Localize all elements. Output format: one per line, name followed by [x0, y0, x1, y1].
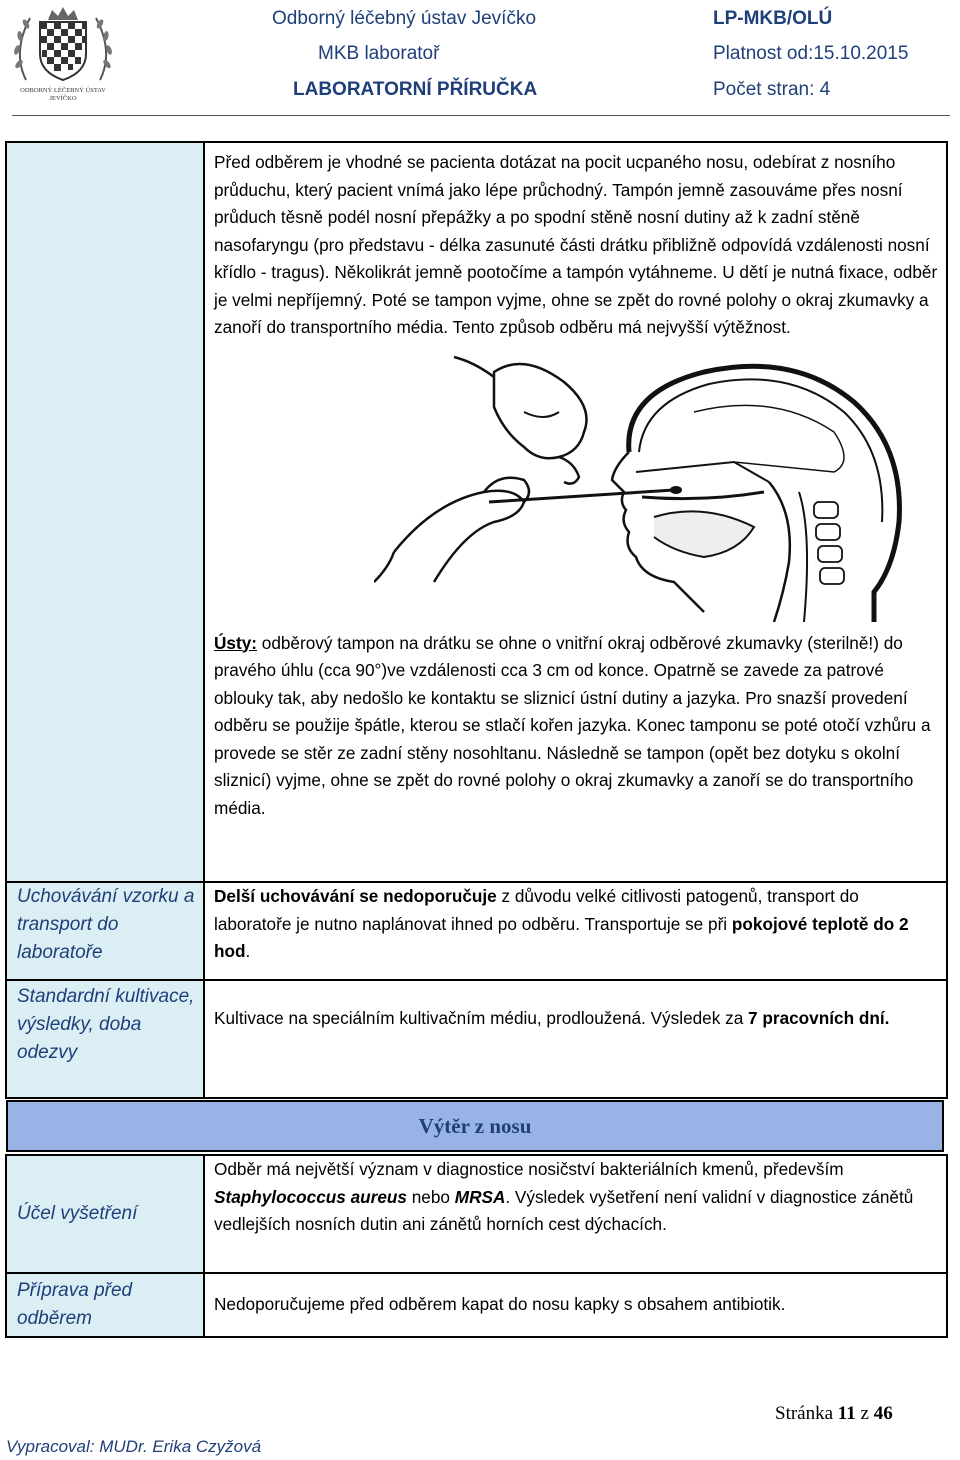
page-count: Počet stran: 4 — [713, 79, 831, 100]
nasopharyngeal-swab-illustration — [374, 352, 934, 622]
nasal-swab-table — [5, 1154, 948, 1338]
oral-collection-paragraph — [214, 630, 938, 823]
institute-logo — [4, 2, 122, 102]
culture-label: Standardní kultivace, výsledky, doba odezvy — [6, 980, 204, 1098]
section-title-nasal-swab: Výtěr z nosu — [6, 1100, 944, 1152]
svg-text:JEVÍČKO: JEVÍČKO — [49, 95, 77, 102]
oral-method-label: Ústy: — [214, 632, 257, 653]
culture-text: Kultivace na speciálním kultivačním médiu, prodloužená. Výsledek za 7 pracovních dní. — [204, 980, 947, 1098]
organization-name: Odborný léčebný ústav Jevíčko — [272, 8, 537, 29]
purpose-row — [6, 1155, 947, 1273]
purpose-text: Odběr má největší význam v diagnostice nosičství bakteriálních kmenů, především Staphylococcus aureus nebo MRSA. Výsledek vyšetření není validní v diagnostice zánětů vedlejších nosních dutin ani zánětů horních cest dýchacích. — [204, 1155, 947, 1273]
preparation-label: Příprava před odběrem — [6, 1273, 204, 1337]
oral-method-text: odběrový tampon na drátku se ohne o vnitřní okraj odběrové zkumavky (sterilně!) do pravého úhlu (cca 90°)ve vzdálenosti cca 3 cm od konce. Opatrně se zavede za patrové oblouky tak, aby nedošlo ke kontaktu se sliznicí ústní dutiny a jazyka. Pro snazší provedení odběru se použije špátle, kterou se stlačí kořen jazyka. Konec tamponu se poté otočí vzhůru a provede se stěr ze zadní stěny nosohltanu. Následně se tampon (opět bez dotyku s okolní sliznicí) vyjme, ohne se zpět do rovné polohy o okraj zkumavky a zanoří se do transportního média. — [214, 632, 931, 818]
storage-row — [6, 882, 947, 980]
svg-text:ODBORNÝ LÉČEBNÝ ÚSTAV: ODBORNÝ LÉČEBNÝ ÚSTAV — [20, 87, 106, 94]
header-divider — [12, 115, 950, 116]
manual-title: LABORATORNÍ PŘÍRUČKA — [293, 79, 538, 100]
culture-row — [6, 980, 947, 1098]
procedure-table — [5, 141, 948, 1099]
preparation-row — [6, 1273, 947, 1337]
purpose-label: Účel vyšetření — [6, 1155, 204, 1273]
page-number: Stránka 11 z 46 — [775, 1403, 893, 1424]
validity-date: Platnost od:15.10.2015 — [713, 43, 909, 64]
laboratory-name: MKB laboratoř — [318, 43, 440, 64]
storage-label: Uchovávání vzorku a transport do laboratoře — [6, 882, 204, 980]
storage-text: Delší uchovávání se nedoporučuje z důvodu velké citlivosti patogenů, transport do laboratoře je nutno naplánovat ihned po odběru. Transportuje se při pokojové teplotě do 2 hod. — [204, 882, 947, 980]
collection-method-label-cell — [6, 142, 204, 882]
document-code: LP-MKB/OLÚ — [713, 8, 833, 29]
author-credit: Vypracoval: MUDr. Erika Czyžová — [6, 1437, 262, 1456]
preparation-text: Nedoporučujeme před odběrem kapat do nosu kapky s obsahem antibiotik. — [204, 1273, 947, 1337]
nasal-collection-paragraph: Před odběrem je vhodné se pacienta dotázat na pocit ucpaného nosu, odebírat z nosního průduchu, který pacient vnímá jako lépe průchodný. Tampón jemně zasouváme přes nosní průduch těsně podél nosní přepážky a po spodní stěně nosní dutiny až k zadní stěně nasofaryngu (pro představu - délka zasunuté části drátku přibližně odpovídá vzdálenosti nosní křídlo - tragus). Několikrát jemně pootočíme a tampón vytáhneme. U dětí je nutná fixace, odběr je velmi nepříjemný. Poté se tampon vyjme, ohne se zpět do rovné polohy o okraj zkumavky a zanoří do transportního média. Tento způsob odběru má nejvyšší výtěžnost. — [214, 152, 938, 337]
page-header — [0, 0, 960, 118]
collection-method-text-cell — [204, 142, 947, 882]
collection-method-row — [6, 142, 947, 882]
